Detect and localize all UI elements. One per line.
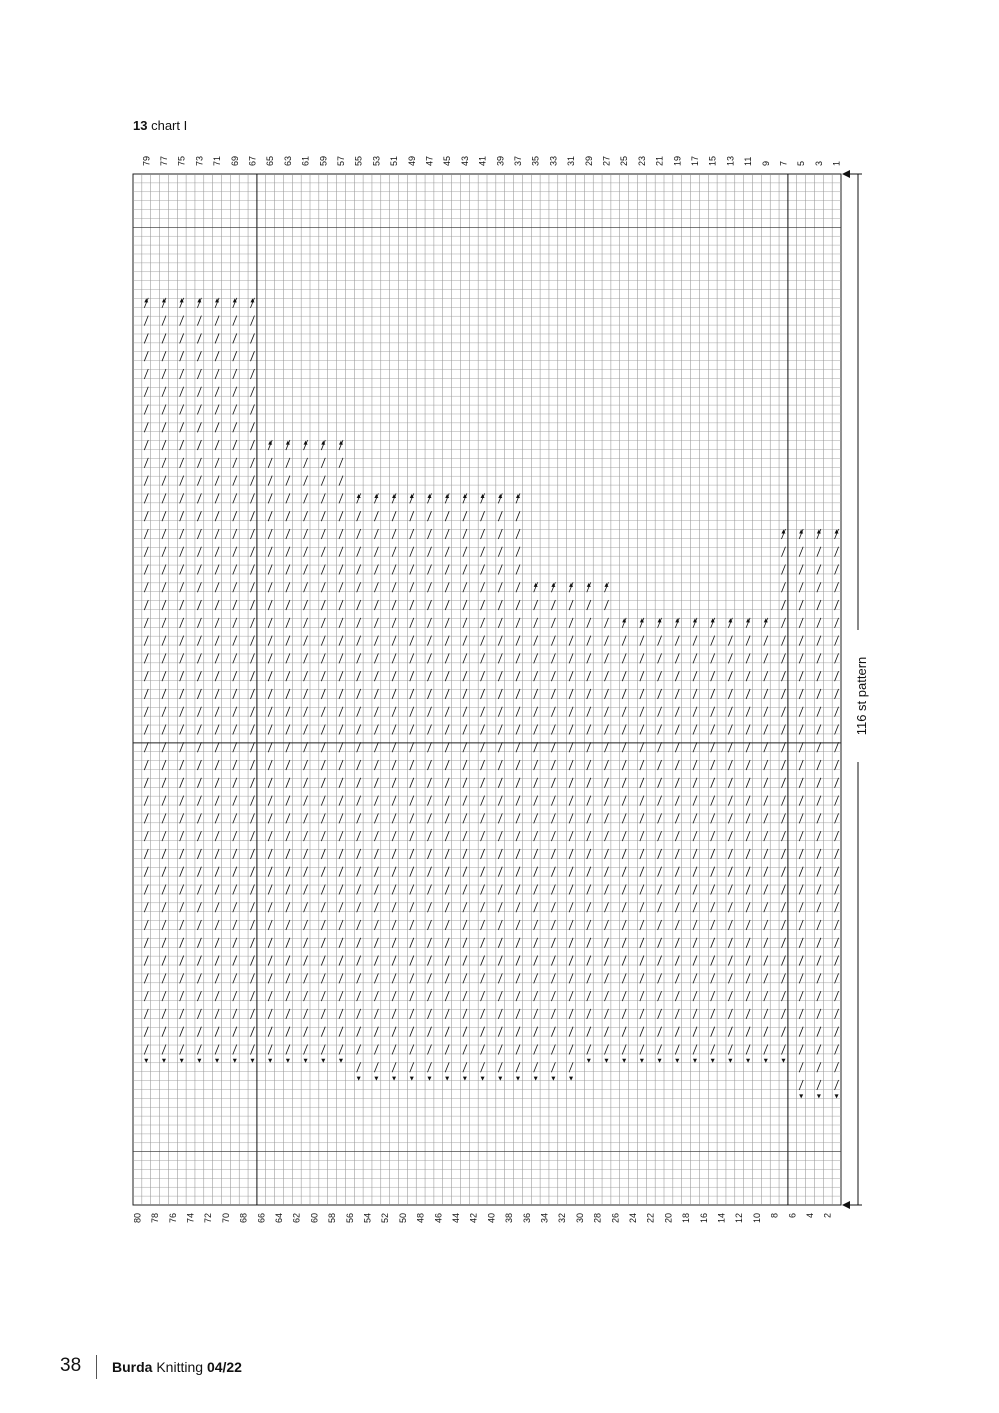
column-number-label: 37 <box>512 155 523 166</box>
column-number-label: 60 <box>309 1213 320 1224</box>
pattern-label: 116 st pattern <box>854 656 869 736</box>
column-number-label: 29 <box>583 155 594 166</box>
chart-number: 13 <box>133 118 148 133</box>
chart-name: chart I <box>151 118 188 133</box>
column-number-label: 80 <box>132 1213 143 1224</box>
column-number-label: 30 <box>574 1213 585 1224</box>
column-number-label: 27 <box>601 155 612 166</box>
column-number-label: 16 <box>698 1213 709 1224</box>
column-number-label: 63 <box>282 155 293 166</box>
column-number-label: 1 <box>831 160 842 166</box>
column-number-label: 65 <box>265 155 276 166</box>
column-number-label: 71 <box>212 155 223 166</box>
chart-grid <box>133 174 841 1205</box>
column-number-label: 23 <box>636 155 647 166</box>
column-numbers-top <box>141 156 841 166</box>
column-number-label: 45 <box>442 155 453 166</box>
column-number-label: 57 <box>335 155 346 166</box>
column-number-label: 67 <box>247 155 258 166</box>
column-number-label: 21 <box>654 155 665 166</box>
pattern-repeat-marker <box>842 170 869 1209</box>
column-number-label: 77 <box>158 155 169 166</box>
column-number-label: 56 <box>344 1213 355 1224</box>
column-number-label: 41 <box>477 155 488 166</box>
column-number-label: 48 <box>415 1213 426 1224</box>
column-number-label: 8 <box>769 1213 780 1219</box>
column-number-label: 38 <box>504 1213 515 1224</box>
column-number-label: 54 <box>362 1213 373 1224</box>
column-number-label: 79 <box>141 155 152 166</box>
column-number-label: 61 <box>300 155 311 166</box>
publication-name: Burda Knitting 04/22 <box>112 1359 242 1375</box>
column-number-label: 59 <box>318 155 329 166</box>
column-number-label: 47 <box>424 155 435 166</box>
column-number-label: 15 <box>707 155 718 166</box>
column-number-label: 49 <box>406 155 417 166</box>
column-number-label: 74 <box>185 1213 196 1224</box>
column-number-label: 44 <box>451 1213 462 1224</box>
column-number-label: 5 <box>796 160 807 166</box>
column-number-label: 53 <box>371 155 382 166</box>
column-number-label: 31 <box>566 155 577 166</box>
column-number-label: 28 <box>592 1213 603 1224</box>
column-number-label: 66 <box>256 1213 267 1224</box>
column-number-label: 72 <box>203 1213 214 1224</box>
column-number-label: 26 <box>610 1213 621 1224</box>
column-number-label: 22 <box>645 1213 656 1224</box>
column-number-label: 50 <box>397 1213 408 1224</box>
column-number-label: 24 <box>628 1213 639 1224</box>
column-number-label: 25 <box>619 155 630 166</box>
column-number-label: 78 <box>150 1213 161 1224</box>
column-number-label: 52 <box>380 1213 391 1224</box>
column-number-label: 20 <box>663 1213 674 1224</box>
column-number-label: 6 <box>787 1213 798 1219</box>
column-number-label: 43 <box>459 155 470 166</box>
column-number-label: 33 <box>548 155 559 166</box>
column-number-label: 11 <box>743 156 754 166</box>
column-number-label: 40 <box>486 1213 497 1224</box>
column-number-label: 73 <box>194 155 205 166</box>
column-number-label: 46 <box>433 1213 444 1224</box>
column-number-label: 62 <box>291 1213 302 1224</box>
column-number-label: 3 <box>813 160 824 166</box>
column-number-label: 39 <box>495 155 506 166</box>
column-number-label: 69 <box>229 155 240 166</box>
column-number-label: 12 <box>734 1213 745 1224</box>
column-number-label: 55 <box>353 155 364 166</box>
column-number-label: 19 <box>672 155 683 166</box>
column-number-label: 14 <box>716 1213 727 1224</box>
column-number-label: 42 <box>468 1213 479 1224</box>
column-number-label: 58 <box>327 1213 338 1224</box>
column-number-label: 13 <box>725 155 736 166</box>
chart-symbols <box>144 298 838 1098</box>
page-number: 38 <box>60 1355 82 1376</box>
column-number-label: 2 <box>822 1213 833 1219</box>
column-number-label: 70 <box>220 1213 231 1224</box>
column-number-label: 36 <box>521 1213 532 1224</box>
column-number-label: 9 <box>760 160 771 166</box>
column-numbers-bottom <box>132 1213 832 1223</box>
column-number-label: 75 <box>176 155 187 166</box>
column-number-label: 4 <box>805 1213 816 1219</box>
column-number-label: 7 <box>778 160 789 166</box>
column-number-label: 51 <box>389 155 400 166</box>
column-number-label: 32 <box>557 1213 568 1224</box>
column-number-label: 35 <box>530 155 541 166</box>
column-number-label: 17 <box>689 155 700 166</box>
column-number-label: 76 <box>167 1213 178 1224</box>
footer-divider <box>96 1355 97 1379</box>
column-number-label: 68 <box>238 1213 249 1224</box>
column-number-label: 64 <box>274 1213 285 1224</box>
column-number-label: 34 <box>539 1213 550 1224</box>
column-number-label: 10 <box>751 1213 762 1224</box>
column-number-label: 18 <box>681 1213 692 1224</box>
